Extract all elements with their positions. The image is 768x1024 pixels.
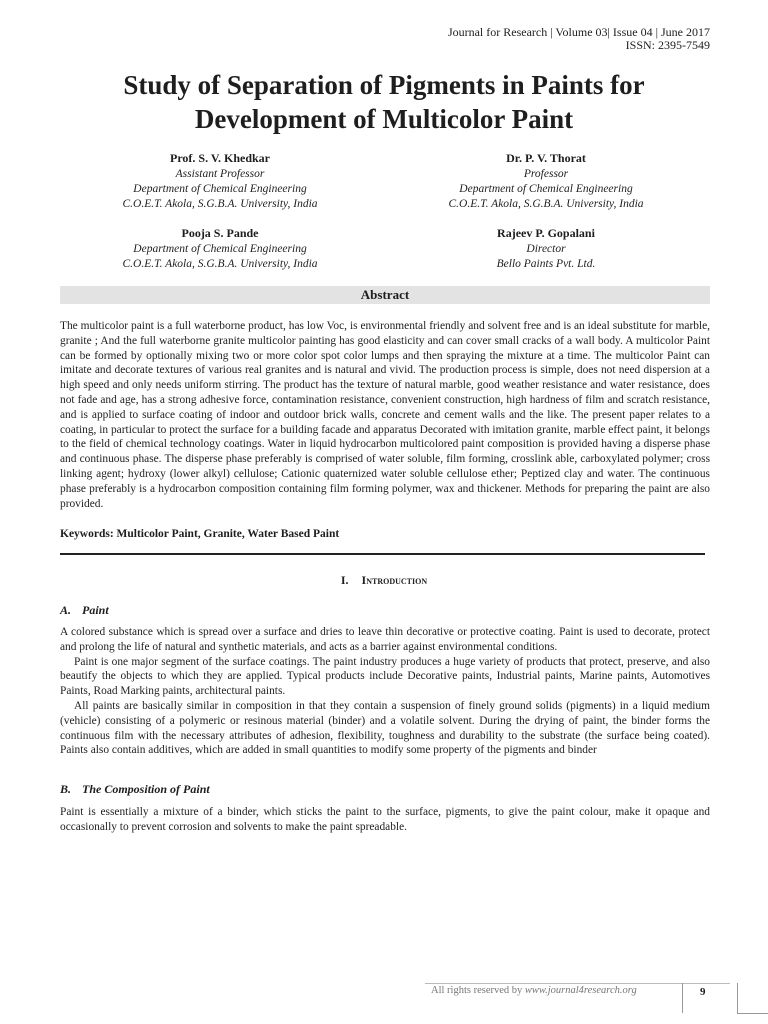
paragraph: All paints are basically similar in composition in that they contain a suspension of finely ground solids (pigments) in a liquid medium (vehicle) consisting of a polymeric or resinous material (binder) and a volatile solvent. During the drying of paint, the binder forms the continuous film with the necessary attributes of adhesion, flexibility, toughness and durability to the substrate (the surface being coated). Paints also contain additives, which are added in small quantities to modify some property of the pigments and binder — [60, 699, 710, 757]
section-divider — [60, 553, 705, 555]
section-number: I. — [340, 573, 349, 587]
page-number-box — [682, 983, 733, 1013]
author-block — [386, 151, 706, 212]
author-name: Dr. P. V. Thorat — [506, 151, 586, 165]
journal-header — [448, 26, 710, 52]
author-affiliation: C.O.E.T. Akola, S.G.B.A. University, India — [122, 198, 318, 210]
abstract-paragraph: The multicolor paint is a full waterborne product, has low Voc, is environmental friendly and solvent free and is an ideal substitute for marble, granite ; And the full waterborne granite multicolor painting has good elasticity and can cover small cracks of a wall body. A multicolor Paint can be formed by optionally mixing two or more color spot color lumps and then spraying the mixture at a time. The multicolor Paint can imitate and decorate textures of various real granites and is natural and vivid. The production process is simple, does not need dispersion at a high speed and only needs uniform stirring. The product has the texture of natural marble, good weather resistance and water resistance, does not fade and age, has a strong adhesive force, contamination resistance, convenient construction, high hardness of film and scratch resistance, and is applied to surface coating of indoor and outdoor brick walls, concrete and cement walls and the like. The present paper relates to a coating, in particular to protect the surface for a building facade and apparatus Decorated with imitation granite, marble effect paint, it belongs to the field of chemical technology coatings. Water in liquid hydrocarbon multicolored paint composition is provided having a disperse phase and continuous phase. The disperse phase preferably is comprised of water soluble, film forming, crosslink able, carboxylated polymer; cross linking agent; hydroxy (lower alkyl) cellulose; Cationic quaternized water soluble cellulose ether; Peptized clay and water. The continuous phase preferably is a hydrocarbon composition containing film forming polymer, wax and thickener. Methods for preparing the paint are also provided. — [60, 320, 710, 510]
author-affiliation: Department of Chemical Engineering — [459, 183, 633, 195]
title-line-2: Development of Multicolor Paint — [194, 104, 574, 134]
author-block — [386, 226, 706, 272]
journal-line: Journal for Research | Volume 03| Issue 04 | June 2017 — [447, 25, 710, 39]
paper-title — [60, 68, 708, 136]
title-line-1: Study of Separation of Pigments in Paints for — [123, 70, 645, 100]
rights-text: All rights reserved by — [431, 985, 525, 996]
issn: ISSN: 2395-7549 — [625, 38, 710, 52]
author-affiliation: Assistant Professor — [175, 168, 265, 180]
footer-rights — [431, 985, 637, 996]
author-affiliation: C.O.E.T. Akola, S.G.B.A. University, India — [448, 198, 644, 210]
journal-url-link[interactable]: www.journal4research.org — [524, 985, 637, 996]
subsection-title: Paint — [82, 603, 109, 617]
author-block — [60, 226, 380, 272]
author-name: Prof. S. V. Khedkar — [169, 151, 271, 165]
subsection-letter: B. — [60, 782, 72, 796]
keywords: Keywords: Multicolor Paint, Granite, Water Based Paint — [60, 528, 340, 540]
author-affiliation: Department of Chemical Engineering — [133, 183, 307, 195]
abstract-text — [60, 319, 710, 511]
author-affiliation: C.O.E.T. Akola, S.G.B.A. University, India — [122, 258, 318, 270]
author-affiliation: Professor — [523, 168, 569, 180]
author-block — [60, 151, 380, 212]
author-affiliation: Director — [526, 243, 566, 255]
paragraph: A colored substance which is spread over a surface and dries to leave thin decorative or protective coating. Paint is used to decorate, protect and prolong the life of natural and synthetic materials, and acts as a barrier against environmental conditions. — [60, 626, 710, 653]
section-title: Introduction — [361, 573, 428, 587]
author-affiliation: Department of Chemical Engineering — [133, 243, 307, 255]
author-name: Rajeev P. Gopalani — [497, 226, 595, 240]
subsection-body — [60, 805, 710, 835]
page-corner-mark — [737, 983, 768, 1014]
abstract-heading: Abstract — [60, 286, 710, 304]
subsection-letter: A. — [60, 603, 72, 617]
subsection-title: The Composition of Paint — [82, 782, 210, 796]
subsection-heading — [60, 782, 210, 797]
author-name: Pooja S. Pande — [181, 226, 259, 240]
paragraph: Paint is one major segment of the surface coatings. The paint industry produces a huge variety of products that protect, preserve, and also beautify the objects to which they are applied. Typical products include Decorative paints, Industrial paints, Marine paints, Automotives Paints, Road Marking paints, architectural paints. — [60, 655, 710, 698]
paragraph: Paint is essentially a mixture of a binder, which sticks the paint to the surface, pigments, to give the paint colour, make it opaque and occasionally to prevent corrosion and solvents to make the paint spreadable. — [60, 806, 710, 833]
author-affiliation: Bello Paints Pvt. Ltd. — [496, 258, 596, 270]
subsection-body — [60, 625, 710, 758]
page-number: 9 — [700, 986, 706, 998]
subsection-heading — [60, 603, 109, 618]
section-heading — [0, 573, 768, 588]
